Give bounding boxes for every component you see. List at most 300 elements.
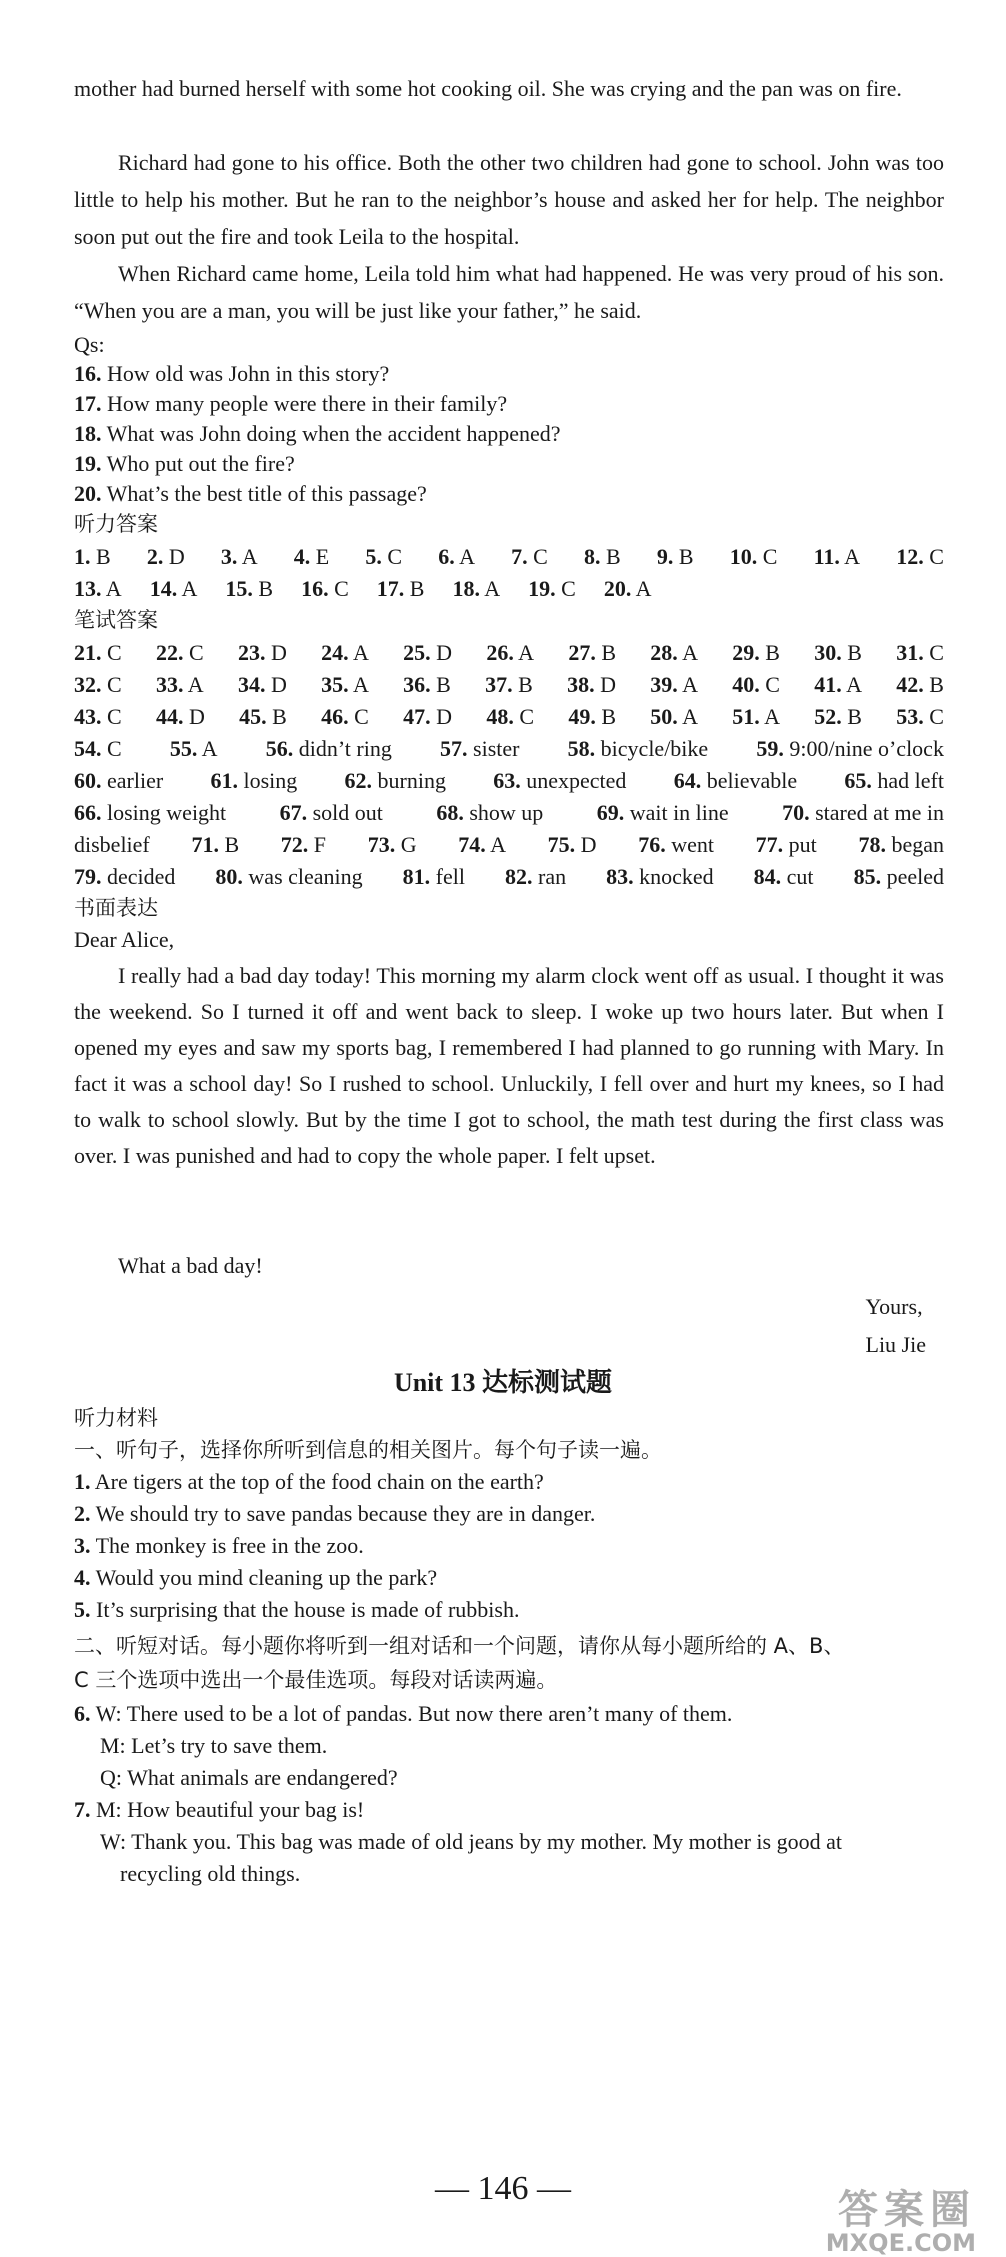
- written-answers-row: [74, 668, 944, 702]
- answer-item: [756, 828, 817, 862]
- answer-value: D: [188, 704, 205, 729]
- answer-number: 23.: [237, 640, 266, 665]
- answer-number: 4.: [293, 544, 311, 569]
- answer-item: [756, 732, 944, 766]
- answer-item: [814, 668, 862, 702]
- answer-number: 85.: [853, 864, 882, 889]
- answer-number: 36.: [403, 672, 431, 697]
- answer-number: 55.: [169, 736, 198, 761]
- written-answers-title: 笔试答案: [74, 608, 158, 632]
- answer-number: 13.: [74, 576, 102, 601]
- sentence-3: [74, 1530, 364, 1562]
- answer-number: 47.: [403, 704, 431, 729]
- question-number: 19.: [74, 451, 102, 476]
- answer-number: 51.: [732, 704, 760, 729]
- written-answers-row: [74, 828, 944, 862]
- answer-item: [844, 764, 944, 798]
- answer-number: 18.: [452, 576, 480, 601]
- writing-title: 书面表达: [74, 896, 158, 920]
- answer-item: [650, 700, 698, 734]
- answer-value: sold out: [312, 800, 383, 825]
- answer-value: A: [764, 704, 780, 729]
- sentence-number: 1.: [74, 1469, 91, 1494]
- answer-number: 63.: [493, 768, 521, 793]
- answer-item: [368, 828, 417, 862]
- answer-number: 61.: [210, 768, 238, 793]
- sentence-text: Would you mind cleaning up the park?: [95, 1565, 438, 1590]
- answer-value: C: [188, 640, 204, 665]
- letter-signoff: [866, 1288, 927, 1364]
- answer-item: [896, 668, 944, 702]
- written-answers-row: [74, 700, 944, 734]
- answer-number: 8.: [583, 544, 601, 569]
- answer-value: B: [409, 576, 425, 601]
- answer-item: [403, 636, 452, 670]
- answer-number: 46.: [321, 704, 349, 729]
- answer-value: unexpected: [526, 768, 627, 793]
- answer-number: 52.: [814, 704, 842, 729]
- answer-value: D: [436, 640, 453, 665]
- answer-item: [528, 572, 576, 606]
- dialogue-6-man: M: Let’s try to save them.: [100, 1733, 328, 1758]
- answer-value: didn’t ring: [298, 736, 392, 761]
- answer-number: 69.: [596, 800, 625, 825]
- answer-value: believable: [706, 768, 798, 793]
- answer-number: 27.: [568, 640, 596, 665]
- answer-item: [732, 668, 780, 702]
- answer-item: [568, 636, 616, 670]
- answer-item: [294, 540, 329, 574]
- questions-label: Qs:: [74, 332, 105, 357]
- answer-number: 21.: [74, 640, 102, 665]
- answer-item: [597, 796, 729, 830]
- answer-number: 58.: [567, 736, 596, 761]
- answer-value: A: [682, 704, 698, 729]
- watermark-logo-text: 答案圈: [838, 2187, 976, 2233]
- sentence-number: 2.: [74, 1501, 91, 1526]
- answer-number: 29.: [732, 640, 760, 665]
- answer-number: 50.: [650, 704, 678, 729]
- answer-number: 35.: [321, 672, 349, 697]
- answer-item: [321, 668, 369, 702]
- answer-number: 3.: [220, 544, 238, 569]
- answer-number: 83.: [606, 864, 634, 889]
- answer-value: went: [671, 832, 714, 857]
- answer-value: A: [187, 672, 204, 697]
- answer-value: losing weight: [107, 800, 227, 825]
- answer-value: E: [315, 544, 330, 569]
- story-paragraph-3: When Richard came home, Leila told him what had happened. He was very proud of his son. “When you are a man, you will be just like your father,” he said.: [74, 261, 944, 323]
- answer-number: 48.: [486, 704, 514, 729]
- answer-value: burning: [377, 768, 446, 793]
- answer-number: 74.: [458, 832, 486, 857]
- question-text: How many people were there in their family?: [107, 391, 508, 416]
- answer-number: 56.: [265, 736, 294, 761]
- letter-greeting: Dear Alice,: [74, 927, 175, 952]
- answer-item: [238, 636, 287, 670]
- answer-value: A: [181, 576, 198, 601]
- answer-value: fell: [435, 864, 465, 889]
- sentence-4: [74, 1562, 437, 1594]
- answer-number: 7.: [511, 544, 528, 569]
- answer-value: C: [929, 640, 944, 665]
- answer-number: 40.: [732, 672, 760, 697]
- answer-value: show up: [469, 800, 544, 825]
- answer-number: 45.: [239, 704, 267, 729]
- answer-item: [156, 700, 205, 734]
- answer-item: [147, 540, 185, 574]
- question-20: [74, 478, 427, 510]
- answer-item: [403, 860, 465, 894]
- answer-value: bicycle/bike: [600, 736, 709, 761]
- answer-number: 71.: [191, 832, 219, 857]
- sentence-1: [74, 1466, 544, 1498]
- answer-number: 34.: [237, 672, 266, 697]
- answer-number: 72.: [280, 832, 309, 857]
- answer-item: [345, 764, 446, 798]
- answer-number: 62.: [344, 768, 373, 793]
- watermark-url: MXQE.COM: [825, 2229, 976, 2257]
- answer-value: A: [682, 640, 698, 665]
- answer-number: 54.: [74, 736, 102, 761]
- answer-value: C: [561, 576, 576, 601]
- answer-item: [814, 540, 860, 574]
- dialogue-6-question: Q: What animals are endangered?: [100, 1765, 398, 1790]
- answer-value: B: [96, 544, 111, 569]
- answer-number: 39.: [650, 672, 678, 697]
- answer-item: [150, 572, 198, 606]
- answer-item: [365, 540, 402, 574]
- answer-item: [74, 732, 122, 766]
- answer-number: 68.: [436, 800, 464, 825]
- answer-number: 12.: [896, 544, 924, 569]
- answer-value: B: [436, 672, 451, 697]
- answer-value: C: [929, 704, 944, 729]
- story-paragraph-1: mother had burned herself with some hot cooking oil. She was crying and the pan was on fire.: [74, 76, 902, 101]
- listening-answers-title: 听力答案: [74, 512, 158, 536]
- answer-item: [436, 796, 543, 830]
- dialogue-7-woman-continued: recycling old things.: [120, 1861, 301, 1886]
- answer-value: A: [844, 544, 861, 569]
- answer-number: 15.: [225, 576, 253, 601]
- answer-value: sister: [473, 736, 520, 761]
- answer-item: [215, 860, 362, 894]
- answer-value: C: [334, 576, 349, 601]
- question-18: [74, 418, 561, 450]
- answer-value: C: [762, 544, 778, 569]
- answer-number: 84.: [753, 864, 782, 889]
- answer-item: [281, 828, 326, 862]
- answer-number: 6.: [438, 544, 455, 569]
- dialogue-text: W: There used to be a lot of pandas. But now there aren’t many of them.: [95, 1701, 733, 1726]
- answer-item: [505, 860, 566, 894]
- letter-closing-line: What a bad day!: [118, 1253, 263, 1278]
- answer-item: [854, 860, 944, 894]
- answer-value: D: [600, 672, 616, 697]
- answer-value: C: [107, 640, 122, 665]
- letter-body: I really had a bad day today! This morning my alarm clock went off as usual. I thought it was the weekend. So I turned it off and went back to sleep. I woke up two hours later. But when I opened my eyes and saw my sports bag, I remembered I had planned to go running with Mary. In fact it was a school day! So I rushed to school. Unluckily, I fell over and hurt my knees, so I had to walk to school slowly. But by the time I got to school, the math test during the first class was over. I was punished and had to copy the whole paper. I felt upset.: [74, 963, 944, 1168]
- answer-value: earlier: [107, 768, 164, 793]
- answer-value: put: [788, 832, 817, 857]
- answer-value: C: [533, 544, 548, 569]
- answer-value: D: [270, 672, 287, 697]
- answer-number: 81.: [402, 864, 431, 889]
- written-answers-row: [74, 732, 944, 766]
- answer-item: [674, 764, 797, 798]
- answer-item: [485, 668, 533, 702]
- answer-value: C: [354, 704, 369, 729]
- answer-item: [74, 700, 122, 734]
- written-answers-row: [74, 764, 944, 798]
- answer-number: 78.: [858, 832, 886, 857]
- answer-item: [896, 540, 944, 574]
- answer-number: 19.: [528, 576, 556, 601]
- dialogue-number: 6.: [74, 1701, 91, 1726]
- answer-value: A: [846, 672, 862, 697]
- answer-item: [606, 860, 714, 894]
- question-number: 20.: [74, 481, 102, 506]
- answer-value: A: [352, 640, 369, 665]
- answer-value: 9:00/nine o’clock: [789, 736, 944, 761]
- answer-value: C: [765, 672, 780, 697]
- answer-value: B: [258, 576, 274, 601]
- answer-value: wait in line: [629, 800, 729, 825]
- answer-value: A: [682, 672, 698, 697]
- answer-item: [754, 860, 814, 894]
- answer-number: 10.: [729, 544, 758, 569]
- answer-item: [74, 796, 226, 830]
- answer-value: B: [678, 544, 694, 569]
- answer-number: 80.: [215, 864, 243, 889]
- answer-item: [156, 668, 204, 702]
- answer-item: [858, 828, 944, 862]
- listening-answers-row-1: [74, 540, 944, 574]
- answer-number: 73.: [367, 832, 396, 857]
- question-number: 18.: [74, 421, 102, 446]
- answer-item: [657, 540, 694, 574]
- answer-item: [321, 636, 369, 670]
- letter-signature: Liu Jie: [865, 1332, 926, 1357]
- question-text: What’s the best title of this passage?: [106, 481, 427, 506]
- answer-item: [486, 700, 534, 734]
- answer-number: 75.: [547, 832, 576, 857]
- answer-value: A: [490, 832, 506, 857]
- sentence-number: 3.: [74, 1533, 91, 1558]
- answer-item: [74, 764, 163, 798]
- answer-value: B: [601, 640, 616, 665]
- site-watermark: [826, 2178, 976, 2257]
- part1-instruction: 一、听句子，选择你所听到信息的相关图片。每个句子读一遍。: [74, 1438, 662, 1462]
- answer-value: cut: [786, 864, 814, 889]
- answer-number: 41.: [814, 672, 842, 697]
- answer-value: B: [224, 832, 240, 857]
- answer-value: C: [107, 736, 122, 761]
- answer-value: peeled: [886, 864, 944, 889]
- question-text: Who put out the fire?: [106, 451, 295, 476]
- question-16: [74, 358, 389, 390]
- answer-value: ran: [538, 864, 567, 889]
- answer-item: [239, 700, 287, 734]
- answer-item: [403, 700, 452, 734]
- answer-item: [280, 796, 383, 830]
- answer-item: [650, 636, 698, 670]
- answer-item: [225, 572, 273, 606]
- answer-item: [74, 636, 122, 670]
- answer-item: [896, 636, 944, 670]
- answer-value: D: [168, 544, 185, 569]
- answer-value: A: [241, 544, 258, 569]
- answer-value: B: [847, 640, 862, 665]
- answer-number: 44.: [155, 704, 184, 729]
- unit-heading: Unit 13 达标测试题: [393, 1368, 613, 1397]
- answer-number: 49.: [568, 704, 596, 729]
- answer-number: 70.: [782, 800, 810, 825]
- answer-item: [452, 572, 500, 606]
- answer-number: 38.: [567, 672, 595, 697]
- answer-number: 22.: [155, 640, 184, 665]
- answer-item: [814, 700, 862, 734]
- answer-number: 76.: [638, 832, 666, 857]
- answer-item: [732, 700, 780, 734]
- dialogue-6-woman: [74, 1698, 732, 1730]
- answer-item: [440, 732, 519, 766]
- answer-value: B: [518, 672, 533, 697]
- answer-number: 14.: [149, 576, 178, 601]
- story-paragraph-2: Richard had gone to his office. Both the other two children had gone to school. John was too little to help his mother. But he ran to the neighbor’s house and asked her for help. The neighbor soon put out the fire and took Leila to the hospital.: [74, 150, 944, 249]
- answer-item: [191, 828, 239, 862]
- answer-number: 65.: [844, 768, 872, 793]
- sentence-text: The monkey is free in the zoo.: [95, 1533, 364, 1558]
- answer-item: [568, 732, 709, 766]
- question-19: [74, 448, 295, 480]
- answer-value: C: [387, 544, 403, 569]
- answer-number: 82.: [505, 864, 533, 889]
- answer-number: 66.: [74, 800, 102, 825]
- answer-item: [732, 636, 780, 670]
- answer-item: [74, 828, 150, 862]
- answer-item: [604, 572, 652, 606]
- answer-value: C: [107, 672, 122, 697]
- answer-value: A: [201, 736, 218, 761]
- dialogue-7-woman: W: Thank you. This bag was made of old jeans by my mother. My mother is good at: [100, 1829, 842, 1854]
- answer-value: A: [105, 576, 122, 601]
- answer-item: [74, 668, 122, 702]
- written-answers-row: [74, 860, 944, 894]
- dialogue-text: M: How beautiful your bag is!: [96, 1797, 365, 1822]
- answer-value: decided: [107, 864, 176, 889]
- answer-item: [568, 700, 616, 734]
- answer-item: [458, 828, 506, 862]
- letter-closing: Yours,: [865, 1294, 923, 1319]
- answer-value: D: [436, 704, 453, 729]
- answer-value: B: [601, 704, 616, 729]
- answer-number: 67.: [279, 800, 308, 825]
- answer-item: [567, 668, 616, 702]
- answer-value: disbelief: [74, 832, 150, 857]
- answer-item: [493, 764, 626, 798]
- answer-value: C: [107, 704, 122, 729]
- part2-instruction-line-2: C 三个选项中选出一个最佳选项。每段对话读两遍。: [74, 1668, 558, 1692]
- sentence-text: Are tigers at the top of the food chain on the earth?: [94, 1469, 544, 1494]
- answer-number: 11.: [813, 544, 840, 569]
- answer-value: A: [484, 576, 501, 601]
- answer-value: B: [605, 544, 621, 569]
- answer-number: 37.: [485, 672, 513, 697]
- answer-number: 43.: [74, 704, 102, 729]
- answer-value: A: [635, 576, 652, 601]
- answer-number: 77.: [755, 832, 784, 857]
- answer-number: 53.: [896, 704, 924, 729]
- answer-number: 28.: [650, 640, 678, 665]
- answer-number: 17.: [376, 576, 405, 601]
- answer-item: [403, 668, 451, 702]
- answer-number: 57.: [440, 736, 468, 761]
- answer-value: A: [459, 544, 475, 569]
- answer-value: G: [400, 832, 417, 857]
- sentence-number: 4.: [74, 1565, 91, 1590]
- question-text: How old was John in this story?: [107, 361, 390, 386]
- answer-item: [156, 636, 204, 670]
- answer-number: 9.: [656, 544, 674, 569]
- sentence-number: 5.: [74, 1597, 91, 1622]
- answer-value: D: [580, 832, 597, 857]
- answer-item: [74, 540, 111, 574]
- answer-value: B: [765, 640, 780, 665]
- answer-value: stared at me in: [815, 800, 944, 825]
- answer-item: [896, 700, 944, 734]
- answer-number: 64.: [673, 768, 702, 793]
- answer-number: 42.: [896, 672, 924, 697]
- answer-item: [266, 732, 392, 766]
- answer-value: F: [313, 832, 327, 857]
- answer-number: 20.: [603, 576, 632, 601]
- written-answers-row: [74, 796, 944, 830]
- answer-item: [548, 828, 597, 862]
- answer-value: losing: [243, 768, 298, 793]
- listening-material-label: 听力材料: [74, 1406, 158, 1430]
- answer-item: [782, 796, 944, 830]
- answer-number: 31.: [896, 640, 924, 665]
- answer-item: [438, 540, 475, 574]
- answer-value: C: [519, 704, 535, 729]
- answer-item: [238, 668, 287, 702]
- answer-number: 5.: [365, 544, 382, 569]
- answer-item: [210, 764, 297, 798]
- answer-item: [74, 572, 122, 606]
- answer-number: 26.: [486, 640, 514, 665]
- answer-number: 33.: [155, 672, 184, 697]
- page-number: — 146 —: [435, 2170, 571, 2207]
- question-text: What was John doing when the accident happened?: [106, 421, 561, 446]
- question-number: 17.: [74, 391, 102, 416]
- answer-value: D: [270, 640, 287, 665]
- answer-item: [584, 540, 621, 574]
- answer-value: B: [847, 704, 862, 729]
- answer-number: 2.: [146, 544, 164, 569]
- answer-value: A: [518, 640, 535, 665]
- answer-value: A: [352, 672, 369, 697]
- answer-value: B: [929, 672, 944, 697]
- answer-item: [321, 700, 369, 734]
- answer-item: [301, 572, 349, 606]
- answer-value: began: [891, 832, 944, 857]
- sentence-text: We should try to save pandas because they are in danger.: [95, 1501, 596, 1526]
- answer-item: [650, 668, 698, 702]
- answer-item: [170, 732, 218, 766]
- answer-number: 59.: [756, 736, 784, 761]
- answer-number: 79.: [74, 864, 102, 889]
- answer-number: 25.: [403, 640, 431, 665]
